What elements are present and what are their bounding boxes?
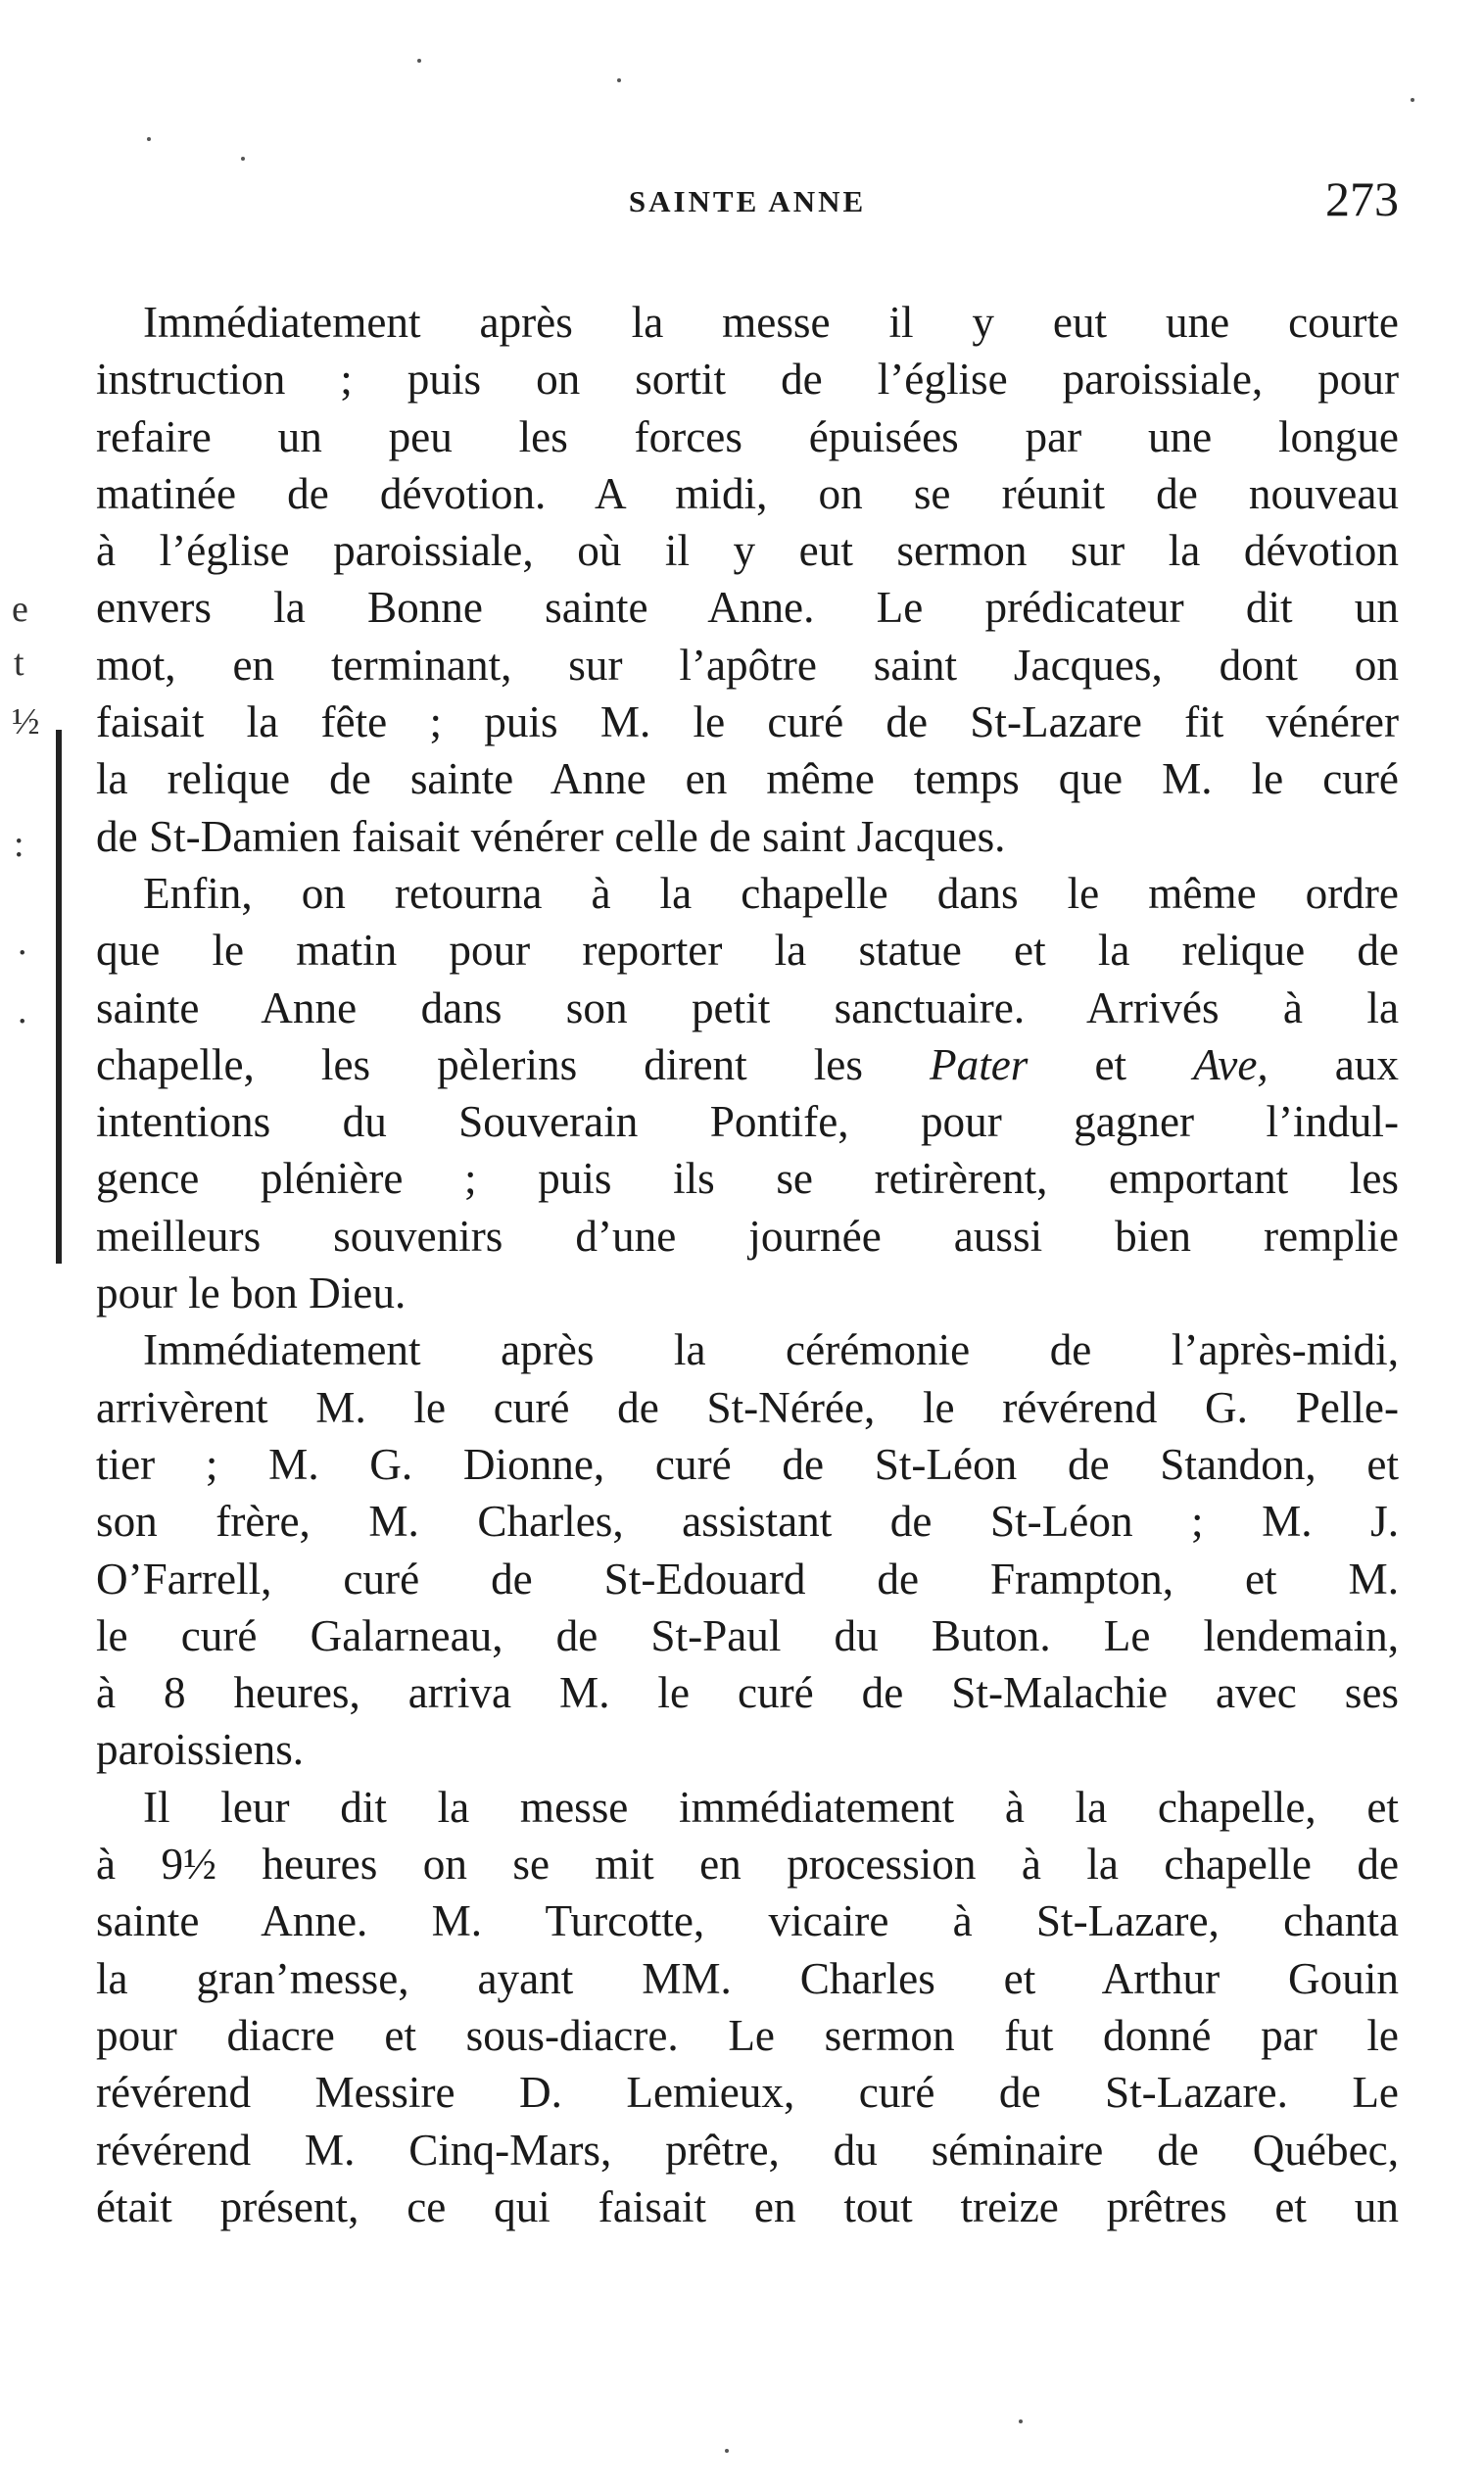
text-line: à 8 heures, arriva M. le curé de St-Malachie avec ses [96, 1668, 1399, 1718]
text-line: pour diacre et sous-diacre. Le sermon fut donné par le [96, 2010, 1399, 2060]
text-line: arrivèrent M. le curé de St-Nérée, le révérend G. Pelle- [96, 1382, 1399, 1432]
margin-mark: : [14, 824, 24, 865]
text-line: pour le bon Dieu. [96, 1269, 407, 1318]
margin-rule [56, 730, 62, 1264]
text-line: sainte Anne dans son petit sanctuaire. Arrivés à la [96, 982, 1399, 1032]
text-line: refaire un peu les forces épuisées par une longue [96, 411, 1399, 461]
text-line-italic-mix [96, 1036, 1399, 1093]
text-line: paroissiens. [96, 1725, 305, 1775]
text-line: la relique de sainte Anne en même temps que M. le curé [96, 754, 1399, 804]
text-line: à 9½ heures on se mit en procession à la chapelle de [96, 1840, 1399, 1890]
italic-word-pater: Pater [930, 1039, 1029, 1089]
text-line: révérend M. Cinq-Mars, prêtre, du séminaire de Québec, [96, 2125, 1399, 2175]
margin-mark: . [18, 922, 27, 963]
text-line: Enfin, on retourna à la chapelle dans le même ordre [143, 868, 1399, 918]
running-title: SAINTE ANNE [628, 184, 867, 218]
text-line: sainte Anne. M. Turcotte, vicaire à St-Lazare, chanta [96, 1896, 1399, 1946]
print-speck [417, 59, 421, 63]
margin-mark: t [14, 643, 24, 684]
margin-mark: . [18, 990, 27, 1031]
text-line: intentions du Souverain Pontife, pour gagner l’indul- [96, 1097, 1399, 1147]
print-speck [241, 157, 245, 161]
page-number: 273 [1325, 171, 1399, 226]
text-line: était présent, ce qui faisait en tout treize prêtres et un [96, 2181, 1399, 2231]
text-line: gence plénière ; puis ils se retirèrent, emportant les [96, 1154, 1399, 1204]
text-line: à l’église paroissiale, où il y eut sermon sur la dévotion [96, 526, 1399, 576]
text-line: son frère, M. Charles, assistant de St-Léon ; M. J. [96, 1497, 1399, 1547]
text-line: tier ; M. G. Dionne, curé de St-Léon de Standon, et [96, 1439, 1399, 1489]
print-speck [1019, 2419, 1023, 2423]
text-line: instruction ; puis on sortit de l’église paroissiale, pour [96, 355, 1399, 405]
margin-mark: e [12, 589, 28, 630]
print-speck [725, 2449, 729, 2453]
text-run: et [1028, 1039, 1194, 1089]
margin-mark: ½ [12, 701, 40, 742]
text-line: de St-Damien faisait vénérer celle de saint Jacques. [96, 811, 1006, 861]
text-line: matinée de dévotion. A midi, on se réunit de nouveau [96, 468, 1399, 518]
text-line: O’Farrell, curé de St-Edouard de Frampton, et M. [96, 1554, 1399, 1604]
text-line: mot, en terminant, sur l’apôtre saint Jacques, dont on [96, 640, 1399, 690]
text-run: aux [1268, 1039, 1399, 1089]
text-line: Immédiatement après la cérémonie de l’après-midi, [143, 1325, 1399, 1375]
print-speck [147, 137, 151, 141]
text-run: chapelle, les pèlerins dirent les [96, 1039, 930, 1089]
text-line: faisait la fête ; puis M. le curé de St-Lazare fit vénérer [96, 697, 1399, 747]
text-line: envers la Bonne sainte Anne. Le prédicateur dit un [96, 583, 1399, 633]
print-speck [617, 78, 621, 82]
text-line: Il leur dit la messe immédiatement à la chapelle, et [143, 1782, 1399, 1832]
running-head [96, 171, 1399, 233]
text-line: la gran’messe, ayant MM. Charles et Arthur Gouin [96, 1953, 1399, 2003]
text-line: meilleurs souvenirs d’une journée aussi bien remplie [96, 1211, 1399, 1261]
body-text [96, 294, 1399, 2235]
text-line: Immédiatement après la messe il y eut une courte [143, 298, 1399, 347]
print-speck [1411, 98, 1414, 102]
text-line: que le matin pour reporter la statue et la relique de [96, 926, 1399, 976]
text-line: révérend Messire D. Lemieux, curé de St-Lazare. Le [96, 2068, 1399, 2118]
italic-word-ave: Ave, [1193, 1039, 1269, 1089]
text-line: le curé Galarneau, de St-Paul du Buton. Le lendemain, [96, 1610, 1399, 1660]
